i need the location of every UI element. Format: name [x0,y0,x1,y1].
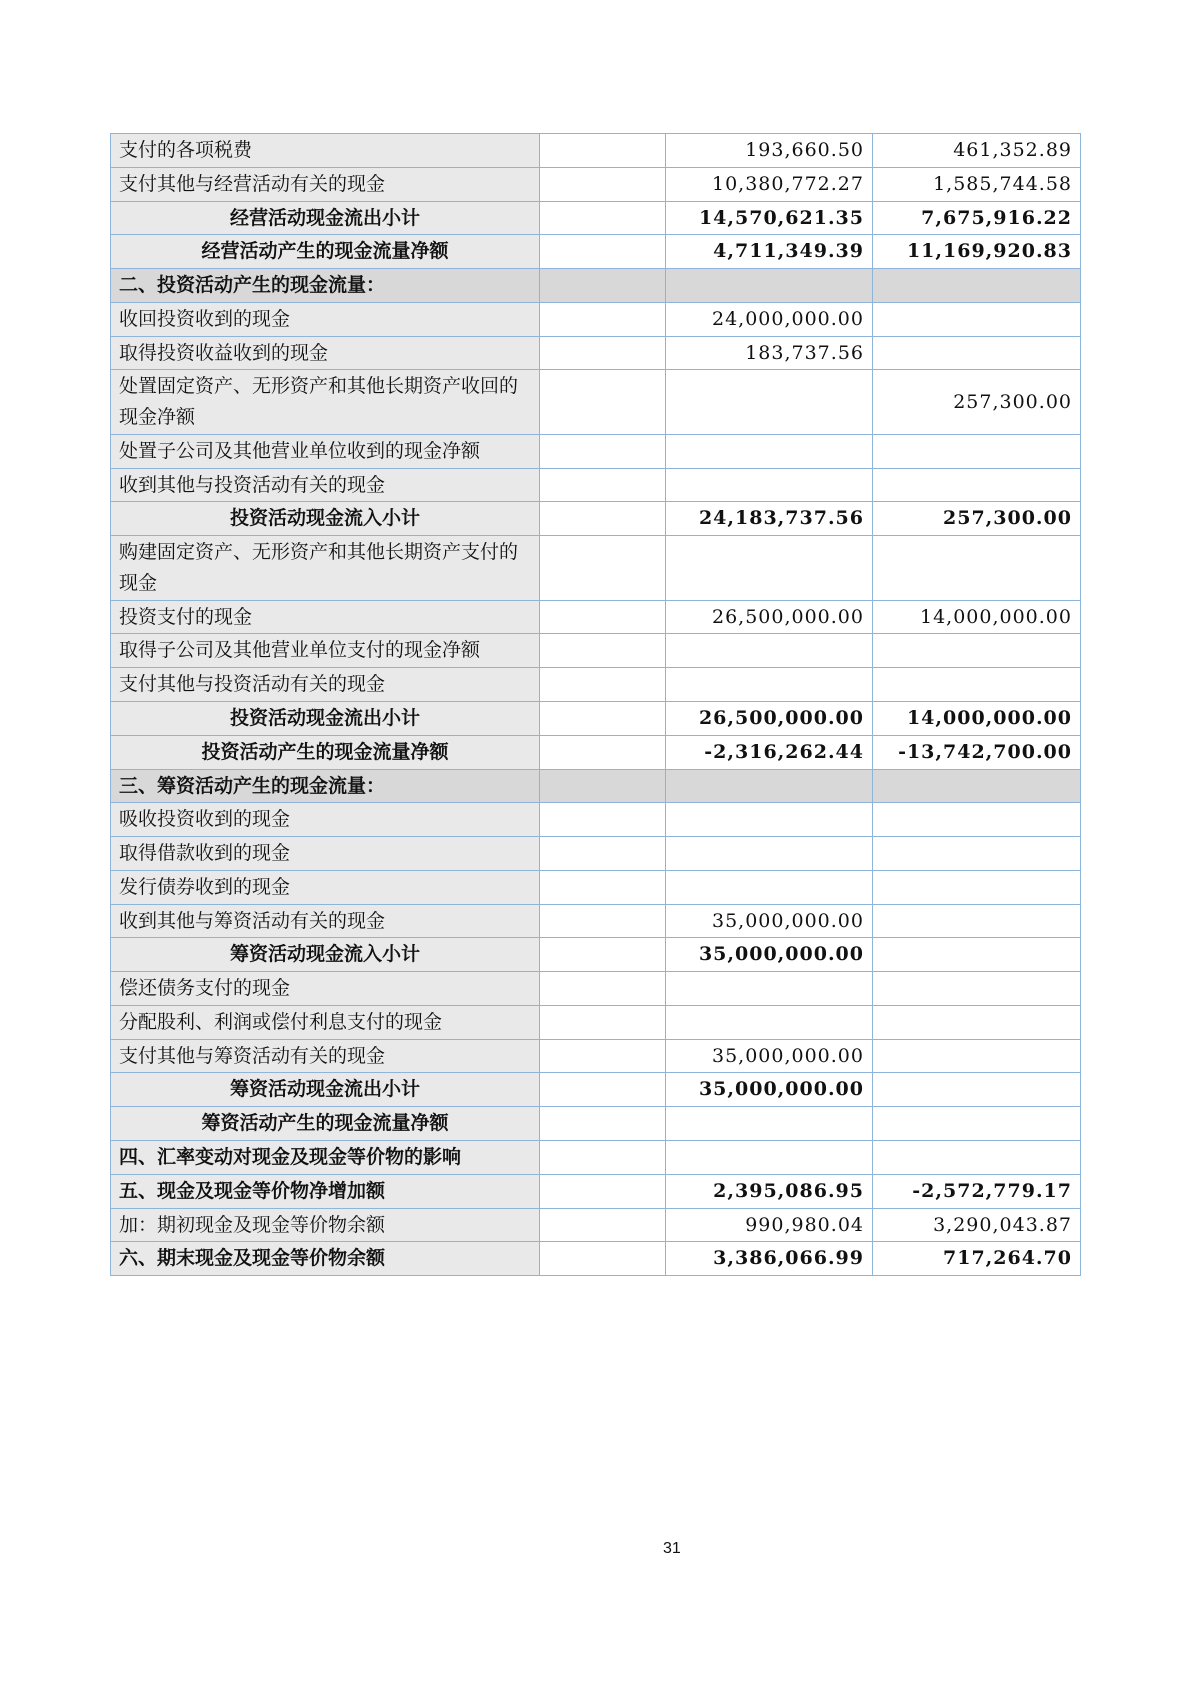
row-note-cell [540,235,666,269]
row-current-value-cell: 14,570,621.35 [666,201,873,235]
row-prior-value-cell [873,904,1081,938]
row-label-cell: 投资活动产生的现金流量净额 [111,735,540,769]
row-note-cell [540,938,666,972]
page-number: 31 [663,1540,681,1557]
row-label-cell: 处置子公司及其他营业单位收到的现金净额 [111,434,540,468]
row-label-cell: 偿还债务支付的现金 [111,972,540,1006]
row-current-value-cell: 2,395,086.95 [666,1174,873,1208]
row-label-cell: 取得投资收益收到的现金 [111,336,540,370]
cash-flow-table-body [111,134,1081,1276]
table-row [111,201,1081,235]
row-note-cell [540,870,666,904]
table-row [111,468,1081,502]
table-row [111,972,1081,1006]
row-current-value-cell [666,837,873,871]
row-current-value-cell: -2,316,262.44 [666,735,873,769]
row-current-value-cell: 3,386,066.99 [666,1242,873,1276]
row-current-value-cell: 24,000,000.00 [666,302,873,336]
row-current-value-cell: 35,000,000.00 [666,938,873,972]
row-note-cell [540,536,666,601]
row-note-cell [540,600,666,634]
row-label-cell: 发行债券收到的现金 [111,870,540,904]
table-row [111,837,1081,871]
row-prior-value-cell [873,1107,1081,1141]
row-label-cell: 投资活动现金流出小计 [111,702,540,736]
table-row [111,1073,1081,1107]
row-label-cell: 三、筹资活动产生的现金流量： [111,769,540,803]
row-prior-value-cell [873,972,1081,1006]
row-label-cell: 经营活动现金流出小计 [111,201,540,235]
row-prior-value-cell: 3,290,043.87 [873,1208,1081,1242]
row-label-cell: 二、投资活动产生的现金流量： [111,269,540,303]
row-note-cell [540,735,666,769]
row-prior-value-cell [873,434,1081,468]
row-prior-value-cell [873,938,1081,972]
table-row [111,1107,1081,1141]
row-current-value-cell [666,972,873,1006]
row-current-value-cell: 35,000,000.00 [666,1073,873,1107]
row-prior-value-cell: 257,300.00 [873,502,1081,536]
row-current-value-cell [666,434,873,468]
row-note-cell [540,134,666,168]
table-row [111,502,1081,536]
row-prior-value-cell [873,1073,1081,1107]
row-prior-value-cell [873,269,1081,303]
row-current-value-cell [666,1107,873,1141]
row-current-value-cell: 35,000,000.00 [666,1039,873,1073]
row-label-cell: 收到其他与筹资活动有关的现金 [111,904,540,938]
row-prior-value-cell: -13,742,700.00 [873,735,1081,769]
row-note-cell [540,1039,666,1073]
row-prior-value-cell [873,468,1081,502]
row-label-cell: 筹资活动现金流出小计 [111,1073,540,1107]
table-row [111,803,1081,837]
row-note-cell [540,468,666,502]
row-prior-value-cell [873,668,1081,702]
table-row [111,302,1081,336]
row-note-cell [540,1005,666,1039]
table-row [111,434,1081,468]
row-note-cell [540,904,666,938]
row-current-value-cell [666,803,873,837]
row-current-value-cell: 26,500,000.00 [666,702,873,736]
row-current-value-cell: 10,380,772.27 [666,167,873,201]
row-label-cell: 支付其他与投资活动有关的现金 [111,668,540,702]
table-row [111,167,1081,201]
row-note-cell [540,1140,666,1174]
row-prior-value-cell: 7,675,916.22 [873,201,1081,235]
row-prior-value-cell [873,1140,1081,1174]
table-row [111,1039,1081,1073]
row-note-cell [540,769,666,803]
row-current-value-cell: 24,183,737.56 [666,502,873,536]
row-prior-value-cell [873,1005,1081,1039]
table-row [111,634,1081,668]
row-current-value-cell [666,536,873,601]
row-note-cell [540,302,666,336]
row-current-value-cell: 26,500,000.00 [666,600,873,634]
table-row [111,269,1081,303]
table-row [111,235,1081,269]
row-prior-value-cell [873,536,1081,601]
row-label-cell: 五、现金及现金等价物净增加额 [111,1174,540,1208]
row-note-cell [540,1208,666,1242]
row-label-cell: 取得借款收到的现金 [111,837,540,871]
row-label-cell: 六、期末现金及现金等价物余额 [111,1242,540,1276]
table-row [111,904,1081,938]
row-prior-value-cell: 14,000,000.00 [873,702,1081,736]
row-label-cell: 支付其他与经营活动有关的现金 [111,167,540,201]
table-row [111,134,1081,168]
row-prior-value-cell: 14,000,000.00 [873,600,1081,634]
row-prior-value-cell [873,336,1081,370]
row-prior-value-cell [873,870,1081,904]
row-label-cell: 加：期初现金及现金等价物余额 [111,1208,540,1242]
row-current-value-cell: 4,711,349.39 [666,235,873,269]
row-label-cell: 支付其他与筹资活动有关的现金 [111,1039,540,1073]
row-current-value-cell [666,870,873,904]
row-label-cell: 吸收投资收到的现金 [111,803,540,837]
table-row [111,1242,1081,1276]
row-current-value-cell [666,769,873,803]
row-note-cell [540,1107,666,1141]
row-note-cell [540,668,666,702]
row-label-cell: 处置固定资产、无形资产和其他长期资产收回的现金净额 [111,370,540,435]
table-row [111,1005,1081,1039]
row-current-value-cell [666,468,873,502]
row-current-value-cell [666,370,873,435]
row-prior-value-cell [873,1039,1081,1073]
row-label-cell: 筹资活动产生的现金流量净额 [111,1107,540,1141]
row-prior-value-cell [873,634,1081,668]
table-row [111,1140,1081,1174]
table-row [111,336,1081,370]
row-prior-value-cell: 11,169,920.83 [873,235,1081,269]
row-label-cell: 分配股利、利润或偿付利息支付的现金 [111,1005,540,1039]
table-row [111,938,1081,972]
row-note-cell [540,167,666,201]
row-label-cell: 投资活动现金流入小计 [111,502,540,536]
row-note-cell [540,972,666,1006]
cash-flow-table [110,133,1081,1276]
row-label-cell: 四、汇率变动对现金及现金等价物的影响 [111,1140,540,1174]
table-row [111,769,1081,803]
row-note-cell [540,1174,666,1208]
row-label-cell: 购建固定资产、无形资产和其他长期资产支付的现金 [111,536,540,601]
row-prior-value-cell: 1,585,744.58 [873,167,1081,201]
row-note-cell [540,837,666,871]
row-current-value-cell [666,1005,873,1039]
row-prior-value-cell [873,837,1081,871]
row-note-cell [540,502,666,536]
table-row [111,370,1081,435]
row-prior-value-cell [873,803,1081,837]
row-note-cell [540,434,666,468]
row-note-cell [540,634,666,668]
row-prior-value-cell: 257,300.00 [873,370,1081,435]
row-prior-value-cell [873,302,1081,336]
row-label-cell: 筹资活动现金流入小计 [111,938,540,972]
table-row [111,735,1081,769]
row-label-cell: 投资支付的现金 [111,600,540,634]
row-note-cell [540,702,666,736]
row-label-cell: 取得子公司及其他营业单位支付的现金净额 [111,634,540,668]
table-row [111,1208,1081,1242]
row-current-value-cell [666,634,873,668]
row-label-cell: 收回投资收到的现金 [111,302,540,336]
row-prior-value-cell: 717,264.70 [873,1242,1081,1276]
row-note-cell [540,803,666,837]
row-label-cell: 支付的各项税费 [111,134,540,168]
row-current-value-cell: 193,660.50 [666,134,873,168]
row-current-value-cell [666,668,873,702]
table-row [111,1174,1081,1208]
row-note-cell [540,201,666,235]
table-row [111,870,1081,904]
row-note-cell [540,336,666,370]
table-row [111,702,1081,736]
row-current-value-cell [666,269,873,303]
row-prior-value-cell: -2,572,779.17 [873,1174,1081,1208]
row-prior-value-cell [873,769,1081,803]
row-note-cell [540,269,666,303]
row-label-cell: 收到其他与投资活动有关的现金 [111,468,540,502]
row-current-value-cell: 990,980.04 [666,1208,873,1242]
row-note-cell [540,1242,666,1276]
table-row [111,600,1081,634]
row-current-value-cell [666,1140,873,1174]
table-row [111,668,1081,702]
table-row [111,536,1081,601]
row-prior-value-cell: 461,352.89 [873,134,1081,168]
row-current-value-cell: 183,737.56 [666,336,873,370]
row-note-cell [540,370,666,435]
row-note-cell [540,1073,666,1107]
row-current-value-cell: 35,000,000.00 [666,904,873,938]
row-label-cell: 经营活动产生的现金流量净额 [111,235,540,269]
